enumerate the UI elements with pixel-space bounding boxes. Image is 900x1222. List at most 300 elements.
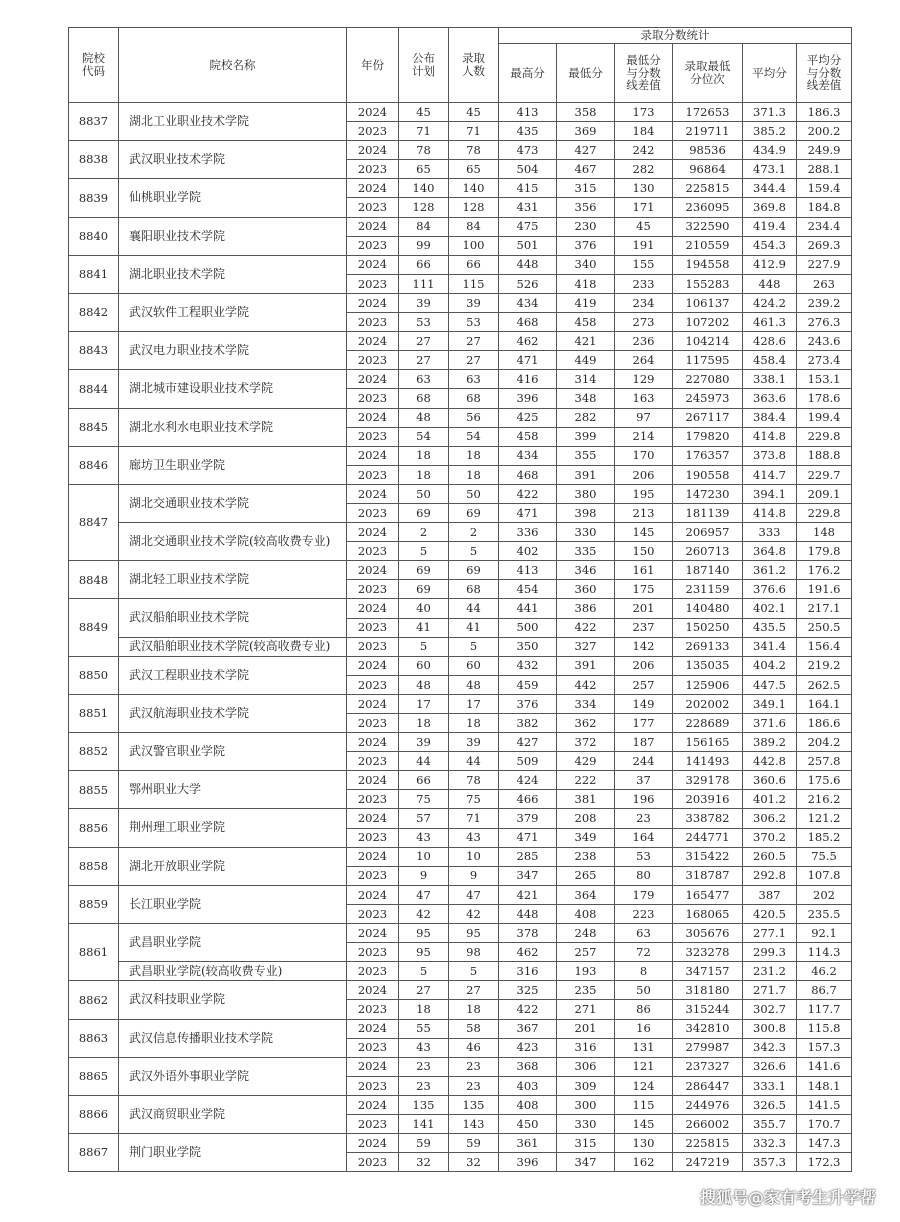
cell-year: 2023 <box>347 962 399 981</box>
school-name: 武汉商贸职业学院 <box>119 1095 347 1133</box>
school-name: 湖北开放职业学院 <box>119 847 347 885</box>
school-code: 8852 <box>69 733 119 771</box>
cell-max: 434 <box>499 293 557 312</box>
cell-plan: 111 <box>399 274 449 293</box>
cell-year: 2024 <box>347 1095 399 1114</box>
cell-year: 2023 <box>347 1038 399 1057</box>
header-avg: 平均分 <box>743 44 797 103</box>
cell-min-diff: 124 <box>615 1076 673 1095</box>
cell-year: 2024 <box>347 885 399 904</box>
table-row <box>69 179 852 198</box>
cell-max: 422 <box>499 1000 557 1019</box>
cell-avg-diff: 200.2 <box>797 122 852 141</box>
cell-max: 435 <box>499 122 557 141</box>
cell-avg-diff: 178.6 <box>797 389 852 408</box>
table-row <box>69 484 852 503</box>
cell-min-rank: 219711 <box>673 122 743 141</box>
cell-max: 423 <box>499 1038 557 1057</box>
cell-min: 334 <box>557 694 615 713</box>
school-name: 鄂州职业大学 <box>119 771 347 809</box>
cell-plan: 69 <box>399 561 449 580</box>
watermark: 搜狐号@家有考生升学帮 <box>699 1188 876 1207</box>
cell-min-rank: 227080 <box>673 370 743 389</box>
cell-max: 408 <box>499 1095 557 1114</box>
cell-avg-diff: 148.1 <box>797 1076 852 1095</box>
cell-avg-diff: 276.3 <box>797 313 852 332</box>
cell-max: 368 <box>499 1057 557 1076</box>
header-name: 院校名称 <box>119 28 347 103</box>
cell-min-rank: 329178 <box>673 771 743 790</box>
cell-admitted: 59 <box>449 1134 499 1153</box>
school-code: 8839 <box>69 179 119 217</box>
cell-avg: 260.5 <box>743 847 797 866</box>
cell-admitted: 39 <box>449 733 499 752</box>
cell-year: 2023 <box>347 351 399 370</box>
cell-avg-diff: 186.6 <box>797 714 852 733</box>
cell-admitted: 84 <box>449 217 499 236</box>
cell-avg-diff: 159.4 <box>797 179 852 198</box>
cell-plan: 75 <box>399 790 449 809</box>
cell-avg: 424.2 <box>743 293 797 312</box>
cell-min-diff: 80 <box>615 866 673 885</box>
header-code: 院校 代码 <box>69 28 119 103</box>
cell-min-rank: 347157 <box>673 962 743 981</box>
school-name: 湖北城市建设职业技术学院 <box>119 370 347 408</box>
cell-plan: 10 <box>399 847 449 866</box>
school-name: 荆州理工职业学院 <box>119 809 347 847</box>
cell-max: 450 <box>499 1114 557 1133</box>
cell-min-rank: 176357 <box>673 446 743 465</box>
cell-year: 2023 <box>347 1076 399 1095</box>
cell-min-rank: 245973 <box>673 389 743 408</box>
cell-avg: 435.5 <box>743 618 797 637</box>
cell-min-diff: 115 <box>615 1095 673 1114</box>
school-name: 湖北职业技术学院 <box>119 255 347 293</box>
cell-plan: 50 <box>399 484 449 503</box>
cell-avg: 360.6 <box>743 771 797 790</box>
cell-year: 2023 <box>347 675 399 694</box>
cell-min-diff: 145 <box>615 1114 673 1133</box>
cell-min-diff: 175 <box>615 580 673 599</box>
cell-avg: 402.1 <box>743 599 797 618</box>
school-code: 8856 <box>69 809 119 847</box>
cell-avg: 338.1 <box>743 370 797 389</box>
cell-min: 248 <box>557 924 615 943</box>
cell-max: 475 <box>499 217 557 236</box>
cell-admitted: 5 <box>449 542 499 561</box>
cell-admitted: 39 <box>449 293 499 312</box>
cell-admitted: 2 <box>449 523 499 542</box>
cell-plan: 18 <box>399 465 449 484</box>
cell-avg: 364.8 <box>743 542 797 561</box>
school-code: 8842 <box>69 293 119 331</box>
cell-plan: 48 <box>399 675 449 694</box>
cell-avg-diff: 117.7 <box>797 1000 852 1019</box>
cell-admitted: 41 <box>449 618 499 637</box>
cell-max: 403 <box>499 1076 557 1095</box>
cell-min-rank: 244976 <box>673 1095 743 1114</box>
cell-admitted: 78 <box>449 141 499 160</box>
cell-min-diff: 161 <box>615 561 673 580</box>
cell-avg-diff: 249.9 <box>797 141 852 160</box>
cell-avg: 394.1 <box>743 484 797 503</box>
cell-min-diff: 195 <box>615 484 673 503</box>
cell-admitted: 47 <box>449 885 499 904</box>
cell-avg: 371.6 <box>743 714 797 733</box>
cell-avg-diff: 170.7 <box>797 1114 852 1133</box>
cell-admitted: 48 <box>449 675 499 694</box>
cell-year: 2023 <box>347 580 399 599</box>
cell-avg: 300.8 <box>743 1019 797 1038</box>
cell-min: 398 <box>557 503 615 522</box>
cell-min: 309 <box>557 1076 615 1095</box>
cell-admitted: 71 <box>449 122 499 141</box>
cell-avg: 461.3 <box>743 313 797 332</box>
cell-min-rank: 237327 <box>673 1057 743 1076</box>
cell-min-rank: 315422 <box>673 847 743 866</box>
table-row <box>69 523 852 542</box>
header-score-stats: 录取分数统计 <box>499 28 852 44</box>
cell-admitted: 44 <box>449 599 499 618</box>
header-max: 最高分 <box>499 44 557 103</box>
table-row <box>69 1019 852 1038</box>
cell-year: 2023 <box>347 427 399 446</box>
cell-avg: 448 <box>743 274 797 293</box>
cell-plan: 39 <box>399 293 449 312</box>
cell-admitted: 18 <box>449 446 499 465</box>
cell-avg: 376.6 <box>743 580 797 599</box>
cell-avg: 389.2 <box>743 733 797 752</box>
table-row <box>69 733 852 752</box>
cell-min-diff: 242 <box>615 141 673 160</box>
cell-min-diff: 16 <box>615 1019 673 1038</box>
cell-min-rank: 156165 <box>673 733 743 752</box>
cell-min-rank: 236095 <box>673 198 743 217</box>
cell-min: 458 <box>557 313 615 332</box>
cell-admitted: 65 <box>449 160 499 179</box>
cell-admitted: 18 <box>449 465 499 484</box>
cell-avg-diff: 186.3 <box>797 103 852 122</box>
cell-min-diff: 150 <box>615 542 673 561</box>
cell-min-diff: 72 <box>615 943 673 962</box>
cell-admitted: 27 <box>449 981 499 1000</box>
school-code: 8845 <box>69 408 119 446</box>
cell-min-rank: 190558 <box>673 465 743 484</box>
cell-min-rank: 202002 <box>673 694 743 713</box>
school-name: 武汉航海职业技术学院 <box>119 694 347 732</box>
header-min: 最低分 <box>557 44 615 103</box>
cell-min: 360 <box>557 580 615 599</box>
cell-min-diff: 53 <box>615 847 673 866</box>
cell-min: 427 <box>557 141 615 160</box>
header-year: 年份 <box>347 28 399 103</box>
cell-avg: 271.7 <box>743 981 797 1000</box>
cell-max: 459 <box>499 675 557 694</box>
school-code: 8865 <box>69 1057 119 1095</box>
cell-plan: 45 <box>399 103 449 122</box>
cell-admitted: 75 <box>449 790 499 809</box>
cell-avg-diff: 273.4 <box>797 351 852 370</box>
cell-max: 500 <box>499 618 557 637</box>
cell-admitted: 45 <box>449 103 499 122</box>
cell-avg: 302.7 <box>743 1000 797 1019</box>
table-row <box>69 370 852 389</box>
cell-avg-diff: 263 <box>797 274 852 293</box>
cell-plan: 23 <box>399 1076 449 1095</box>
cell-max: 421 <box>499 885 557 904</box>
cell-year: 2023 <box>347 465 399 484</box>
cell-max: 350 <box>499 637 557 656</box>
cell-plan: 69 <box>399 503 449 522</box>
cell-avg-diff: 288.1 <box>797 160 852 179</box>
cell-year: 2024 <box>347 408 399 427</box>
table-row <box>69 637 852 656</box>
school-name: 武汉外语外事职业学院 <box>119 1057 347 1095</box>
cell-min-rank: 231159 <box>673 580 743 599</box>
cell-avg: 387 <box>743 885 797 904</box>
school-code: 8866 <box>69 1095 119 1133</box>
school-code: 8861 <box>69 924 119 981</box>
cell-year: 2024 <box>347 293 399 312</box>
school-code: 8863 <box>69 1019 119 1057</box>
cell-avg: 361.2 <box>743 561 797 580</box>
cell-min-diff: 173 <box>615 103 673 122</box>
cell-avg-diff: 141.6 <box>797 1057 852 1076</box>
cell-max: 448 <box>499 904 557 923</box>
cell-avg: 401.2 <box>743 790 797 809</box>
cell-max: 504 <box>499 160 557 179</box>
cell-min-diff: 282 <box>615 160 673 179</box>
school-code: 8843 <box>69 332 119 370</box>
cell-plan: 59 <box>399 1134 449 1153</box>
cell-avg-diff: 257.8 <box>797 752 852 771</box>
cell-plan: 69 <box>399 580 449 599</box>
cell-min: 300 <box>557 1095 615 1114</box>
table-row <box>69 1057 852 1076</box>
cell-min: 347 <box>557 1153 615 1172</box>
cell-avg-diff: 185.2 <box>797 828 852 847</box>
school-name: 湖北轻工职业技术学院 <box>119 561 347 599</box>
cell-plan: 128 <box>399 198 449 217</box>
cell-min-rank: 98536 <box>673 141 743 160</box>
cell-min: 442 <box>557 675 615 694</box>
cell-min: 193 <box>557 962 615 981</box>
cell-admitted: 68 <box>449 580 499 599</box>
cell-min: 418 <box>557 274 615 293</box>
school-name: 湖北工业职业技术学院 <box>119 103 347 141</box>
cell-year: 2024 <box>347 103 399 122</box>
cell-min-diff: 149 <box>615 694 673 713</box>
cell-plan: 32 <box>399 1153 449 1172</box>
cell-min: 419 <box>557 293 615 312</box>
cell-year: 2023 <box>347 828 399 847</box>
cell-avg: 428.6 <box>743 332 797 351</box>
header-plan: 公布 计划 <box>399 28 449 103</box>
cell-min-diff: 23 <box>615 809 673 828</box>
cell-year: 2023 <box>347 198 399 217</box>
cell-min-rank: 315244 <box>673 1000 743 1019</box>
cell-max: 396 <box>499 389 557 408</box>
cell-avg-diff: 219.2 <box>797 656 852 675</box>
cell-admitted: 18 <box>449 714 499 733</box>
cell-avg-diff: 239.2 <box>797 293 852 312</box>
school-name: 长江职业学院 <box>119 885 347 923</box>
cell-admitted: 115 <box>449 274 499 293</box>
cell-admitted: 95 <box>449 924 499 943</box>
school-code: 8838 <box>69 141 119 179</box>
cell-year: 2024 <box>347 1019 399 1038</box>
table-body <box>69 103 852 1172</box>
cell-min: 201 <box>557 1019 615 1038</box>
cell-avg-diff: 92.1 <box>797 924 852 943</box>
cell-min: 330 <box>557 1114 615 1133</box>
table-row <box>69 1095 852 1114</box>
cell-min-diff: 233 <box>615 274 673 293</box>
cell-min-diff: 164 <box>615 828 673 847</box>
cell-admitted: 128 <box>449 198 499 217</box>
cell-plan: 5 <box>399 637 449 656</box>
cell-avg-diff: 179.8 <box>797 542 852 561</box>
cell-avg: 414.8 <box>743 427 797 446</box>
cell-max: 415 <box>499 179 557 198</box>
cell-admitted: 53 <box>449 313 499 332</box>
cell-avg: 342.3 <box>743 1038 797 1057</box>
cell-min-rank: 267117 <box>673 408 743 427</box>
school-name: 武汉职业技术学院 <box>119 141 347 179</box>
cell-plan: 66 <box>399 255 449 274</box>
cell-min: 235 <box>557 981 615 1000</box>
cell-max: 501 <box>499 236 557 255</box>
cell-avg-diff: 269.3 <box>797 236 852 255</box>
cell-admitted: 66 <box>449 255 499 274</box>
school-code: 8858 <box>69 847 119 885</box>
cell-admitted: 27 <box>449 332 499 351</box>
cell-admitted: 54 <box>449 427 499 446</box>
school-code: 8851 <box>69 694 119 732</box>
cell-min-rank: 141493 <box>673 752 743 771</box>
cell-min: 330 <box>557 523 615 542</box>
cell-admitted: 17 <box>449 694 499 713</box>
cell-plan: 63 <box>399 370 449 389</box>
cell-max: 347 <box>499 866 557 885</box>
cell-avg-diff: 235.5 <box>797 904 852 923</box>
table-row <box>69 847 852 866</box>
cell-max: 441 <box>499 599 557 618</box>
cell-min-rank: 104214 <box>673 332 743 351</box>
cell-min-diff: 145 <box>615 523 673 542</box>
cell-avg: 333.1 <box>743 1076 797 1095</box>
cell-year: 2024 <box>347 370 399 389</box>
cell-avg: 434.9 <box>743 141 797 160</box>
cell-admitted: 43 <box>449 828 499 847</box>
cell-year: 2023 <box>347 752 399 771</box>
cell-year: 2024 <box>347 809 399 828</box>
school-code: 8850 <box>69 656 119 694</box>
cell-min: 315 <box>557 179 615 198</box>
cell-year: 2024 <box>347 1134 399 1153</box>
cell-year: 2023 <box>347 313 399 332</box>
cell-min: 429 <box>557 752 615 771</box>
cell-min-rank: 140480 <box>673 599 743 618</box>
cell-min-diff: 37 <box>615 771 673 790</box>
cell-min: 399 <box>557 427 615 446</box>
cell-min-rank: 279987 <box>673 1038 743 1057</box>
cell-min-rank: 269133 <box>673 637 743 656</box>
cell-admitted: 32 <box>449 1153 499 1172</box>
cell-max: 413 <box>499 561 557 580</box>
cell-min: 316 <box>557 1038 615 1057</box>
cell-max: 466 <box>499 790 557 809</box>
school-name: 荆门职业学院 <box>119 1134 347 1172</box>
cell-min-diff: 257 <box>615 675 673 694</box>
school-code: 8849 <box>69 599 119 656</box>
cell-plan: 48 <box>399 408 449 427</box>
cell-min-rank: 150250 <box>673 618 743 637</box>
cell-plan: 27 <box>399 981 449 1000</box>
cell-avg: 447.5 <box>743 675 797 694</box>
cell-avg: 292.8 <box>743 866 797 885</box>
cell-min-rank: 106137 <box>673 293 743 312</box>
cell-admitted: 23 <box>449 1057 499 1076</box>
cell-year: 2024 <box>347 141 399 160</box>
cell-plan: 95 <box>399 943 449 962</box>
cell-admitted: 78 <box>449 771 499 790</box>
cell-min-rank: 228689 <box>673 714 743 733</box>
cell-min-diff: 273 <box>615 313 673 332</box>
cell-plan: 55 <box>399 1019 449 1038</box>
cell-year: 2024 <box>347 656 399 675</box>
cell-plan: 53 <box>399 313 449 332</box>
cell-min-diff: 130 <box>615 179 673 198</box>
cell-min-diff: 213 <box>615 503 673 522</box>
cell-min-rank: 244771 <box>673 828 743 847</box>
cell-year: 2023 <box>347 943 399 962</box>
cell-avg-diff: 86.7 <box>797 981 852 1000</box>
cell-min-rank: 107202 <box>673 313 743 332</box>
cell-min: 340 <box>557 255 615 274</box>
table-row <box>69 962 852 981</box>
cell-plan: 40 <box>399 599 449 618</box>
cell-min: 386 <box>557 599 615 618</box>
cell-min: 369 <box>557 122 615 141</box>
table-row <box>69 981 852 1000</box>
cell-max: 427 <box>499 733 557 752</box>
table-row <box>69 771 852 790</box>
cell-year: 2023 <box>347 542 399 561</box>
cell-max: 454 <box>499 580 557 599</box>
cell-min: 408 <box>557 904 615 923</box>
table-row <box>69 293 852 312</box>
cell-min-diff: 8 <box>615 962 673 981</box>
table-row <box>69 103 852 122</box>
table-row <box>69 332 852 351</box>
cell-avg: 357.3 <box>743 1153 797 1172</box>
cell-year: 2023 <box>347 236 399 255</box>
cell-min-diff: 206 <box>615 465 673 484</box>
cell-admitted: 69 <box>449 503 499 522</box>
cell-plan: 65 <box>399 160 449 179</box>
cell-avg: 277.1 <box>743 924 797 943</box>
cell-min-diff: 63 <box>615 924 673 943</box>
cell-admitted: 9 <box>449 866 499 885</box>
cell-min-rank: 322590 <box>673 217 743 236</box>
school-code: 8855 <box>69 771 119 809</box>
cell-min-diff: 97 <box>615 408 673 427</box>
cell-min-rank: 96864 <box>673 160 743 179</box>
cell-plan: 18 <box>399 1000 449 1019</box>
cell-avg-diff: 216.2 <box>797 790 852 809</box>
cell-admitted: 63 <box>449 370 499 389</box>
